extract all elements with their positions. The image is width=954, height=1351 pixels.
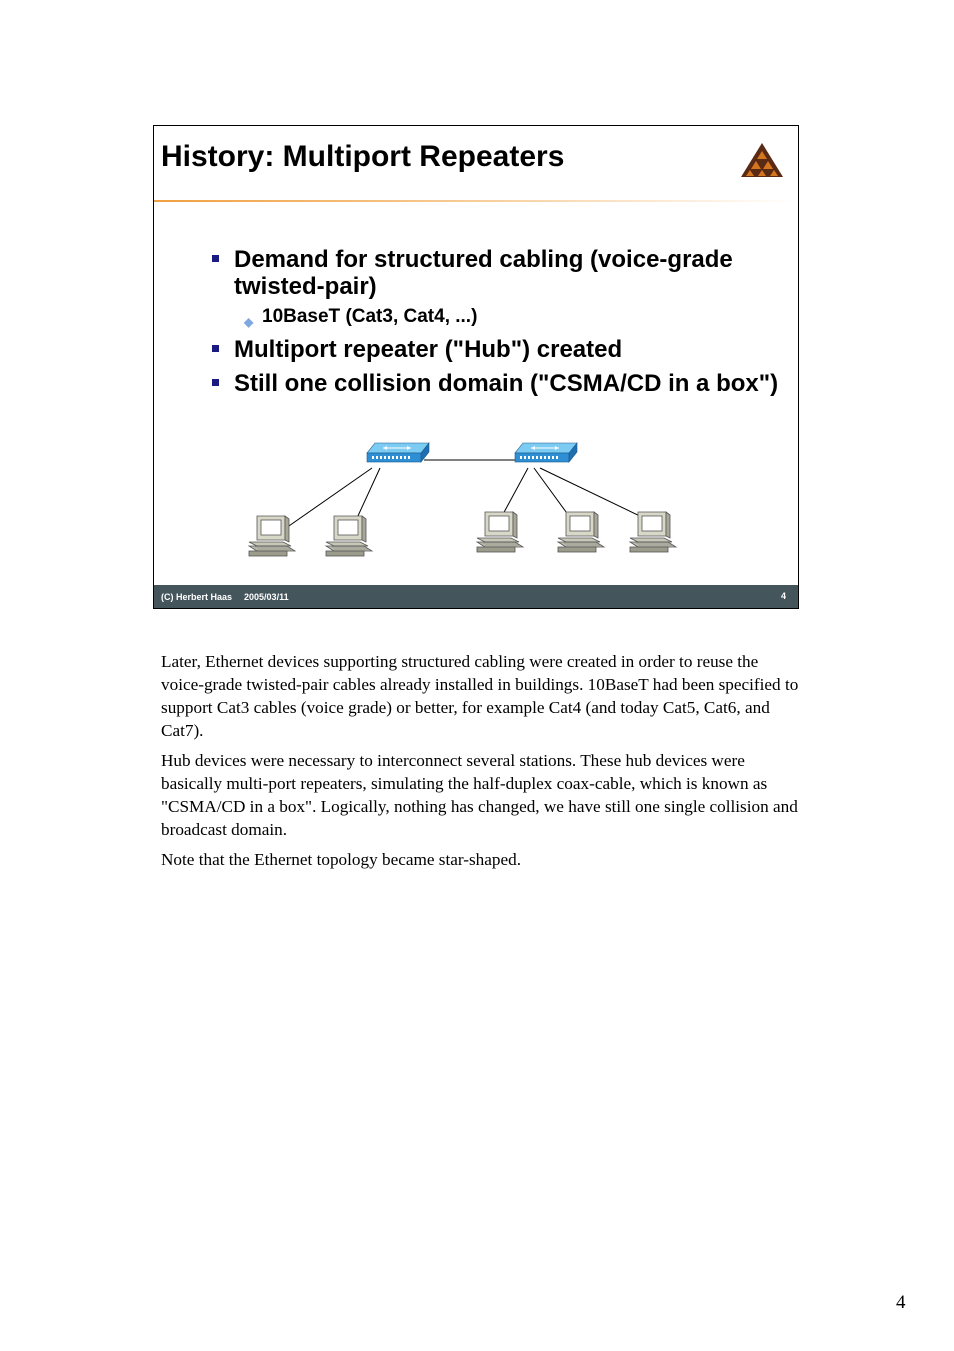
footer-date: 2005/03/11 [244, 592, 289, 602]
title-rule [154, 200, 798, 202]
bullet-list [210, 246, 795, 404]
square-bullet-icon [212, 379, 219, 386]
hub-icon [367, 443, 429, 462]
bullet-text: Demand for structured cabling (voice-grade twisted-pair) [234, 246, 733, 300]
notes-paragraph: Note that the Ethernet topology became star-shaped. [161, 850, 521, 869]
triangle-logo-icon [740, 142, 784, 178]
cable-pc5 [540, 468, 644, 518]
cable-pc4 [534, 468, 569, 516]
workstation-icon [558, 512, 604, 552]
workstation-icon [477, 512, 523, 552]
cable-pc3 [502, 468, 528, 516]
slide-footer [154, 585, 798, 608]
notes-paragraph: Later, Ethernet devices supporting structured cabling were created in order to reuse the voice-grade twisted-pair cables already installed in buildings. 10BaseT had been specified to support Cat3 cables (voice grade) or better, for example Cat4 (and today Cat5, Cat6, and Cat7). [161, 652, 799, 740]
workstation-icon [249, 516, 295, 556]
sub-bullet-text: 10BaseT (Cat3, Cat4, ...) [262, 306, 478, 327]
bullet-item [210, 246, 795, 300]
square-bullet-icon [212, 345, 219, 352]
speaker-notes [161, 650, 801, 878]
workstation-icon [630, 512, 676, 552]
footer-author: (C) Herbert Haas [161, 592, 233, 602]
bullet-item [210, 336, 795, 363]
bullet-item [210, 370, 795, 397]
slide [153, 125, 799, 609]
bullet-text: Still one collision domain ("CSMA/CD in a box") [234, 370, 779, 397]
diamond-bullet-icon: ◆ [244, 315, 254, 329]
square-bullet-icon [212, 255, 219, 262]
hub-network-diagram [244, 438, 684, 562]
slide-number: 4 [780, 591, 786, 601]
notes-paragraph: Hub devices were necessary to interconnect several stations. These hub devices were basically multi-port repeaters, simulating the half-duplex coax-cable, which is known as "CSMA/CD in a box". Logically, nothing has changed, we have still one single collision and broadcast domain. [161, 751, 798, 839]
footer-credit [161, 592, 289, 602]
bullet-text: Multiport repeater ("Hub") created [234, 336, 623, 363]
sub-bullet-item [210, 305, 795, 329]
hub-icon [515, 443, 577, 462]
slide-title: History: Multiport Repeaters [161, 140, 565, 173]
page-number: 4 [896, 1292, 906, 1313]
workstation-icon [326, 516, 372, 556]
